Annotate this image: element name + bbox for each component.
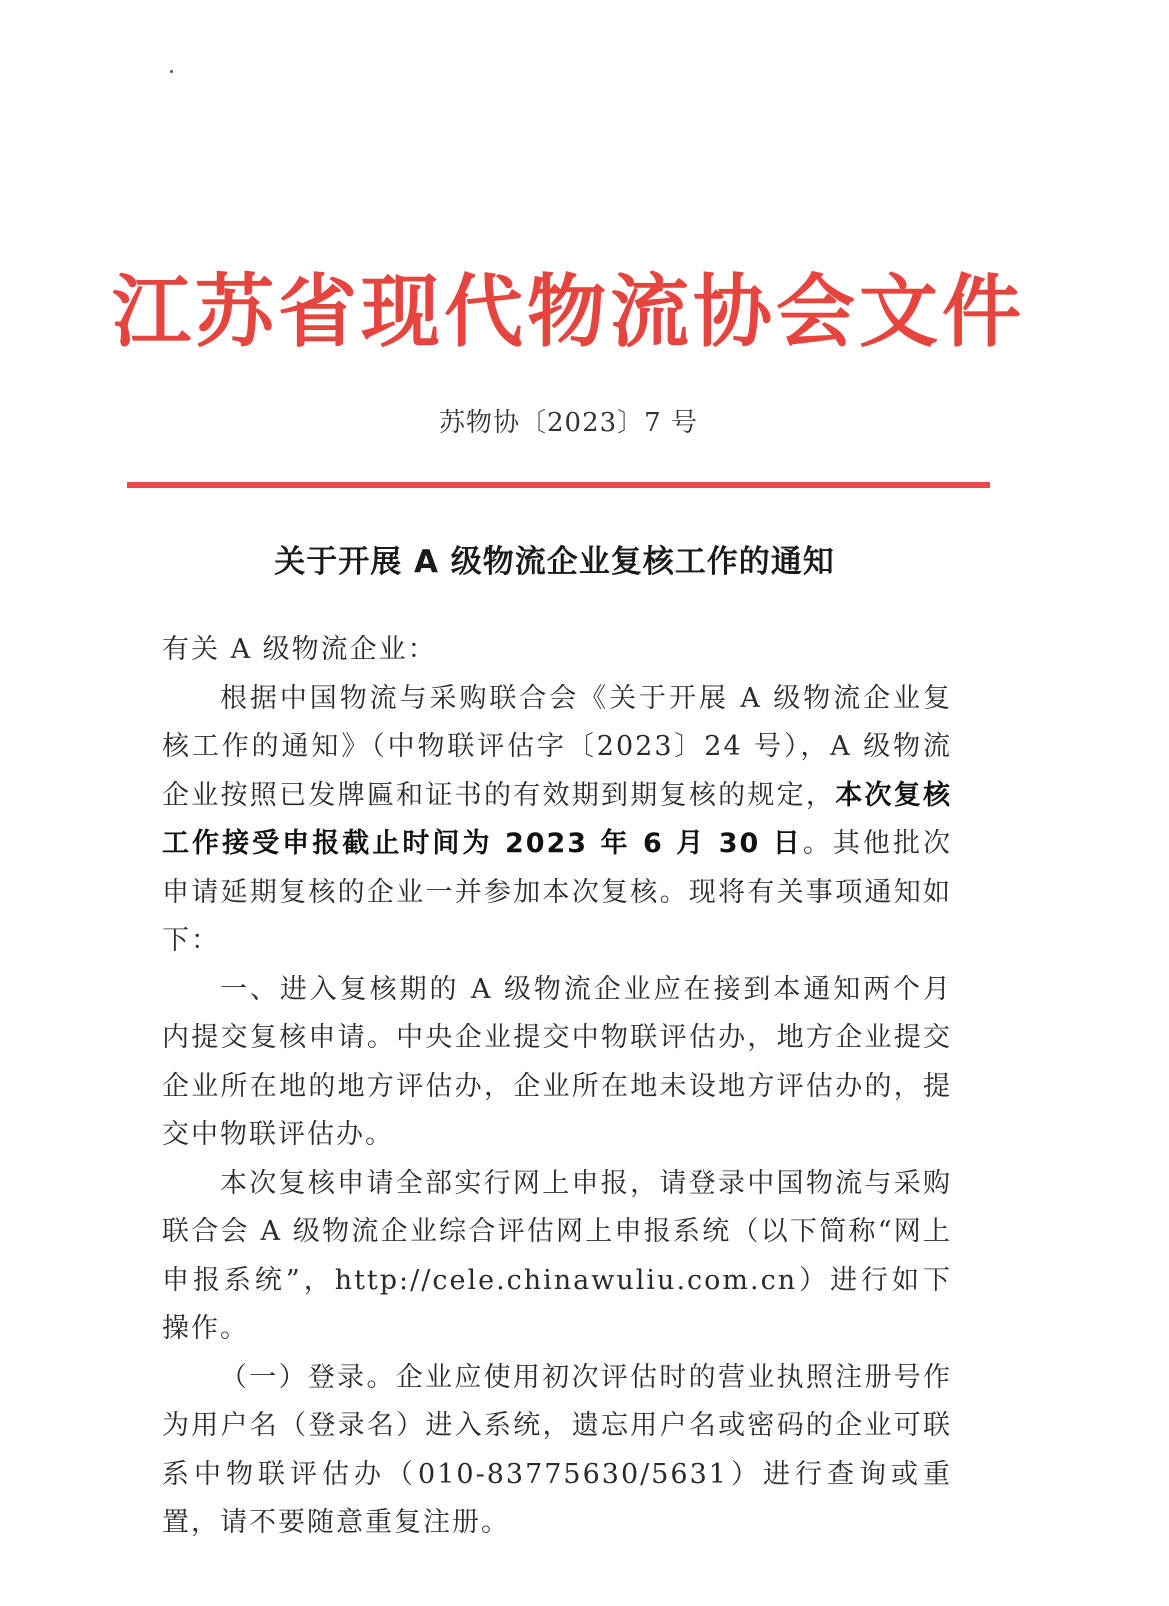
paragraph-background-tail: 。其他批次申请延期复核的企业一并参加本次复核。现将有关事项通知如下： (162, 828, 953, 956)
notice-title: 关于开展 A 级物流企业复核工作的通知 (274, 544, 835, 580)
scan-speck (170, 70, 173, 73)
paragraph-background (162, 675, 952, 966)
document-body (162, 626, 952, 1548)
deadline-highlight: 本次复核工作接受申报截止时间为 2023 年 6 月 30 日 (162, 779, 953, 859)
system-url-link[interactable]: http://cele.chinawuliu.com.cn (334, 1264, 798, 1296)
salutation: 有关 A 级物流企业： (162, 634, 437, 665)
document-masthead: 江苏省现代物流协会文件 (112, 266, 1025, 358)
red-divider-rule (127, 482, 990, 488)
online-filing-tail: ）进行如下操作。 (162, 1264, 953, 1344)
paragraph-background-text: 根据中国物流与采购联合会《关于开展 A 级物流企业复核工作的通知》（中物联评估字〔2023〕24 号），A 级物流企业按照已发牌匾和证书的有效期到期复核的规定， (162, 682, 952, 811)
paragraph-login: （一）登录。企业应使用初次评估时的营业执照注册号作为用户名（登录名）进入系统，遗忘用户名或密码的企业可联系中物联评估办（010-83775630/5631）进行查询或重置，请不要随意重复注册。 (162, 1361, 952, 1538)
document-number: 苏物协〔2023〕7 号 (439, 408, 698, 438)
paragraph-online-filing (162, 1160, 952, 1354)
paragraph-item-one: 一、进入复核期的 A 级物流企业应在接到本通知两个月内提交复核申请。中央企业提交中物联评估办，地方企业提交企业所在地的地方评估办，企业所在地未设地方评估办的，提交中物联评估办。 (162, 973, 952, 1150)
online-filing-text: 本次复核申请全部实行网上申报，请登录中国物流与采购联合会 A 级物流企业综合评估网上申报系统（以下简称“网上申报系统”， (162, 1167, 952, 1296)
